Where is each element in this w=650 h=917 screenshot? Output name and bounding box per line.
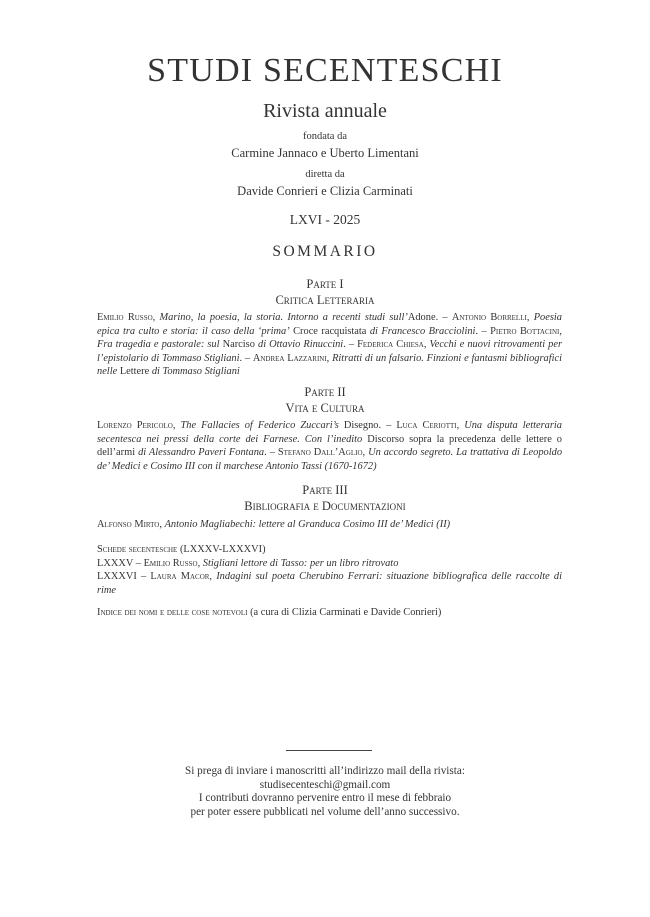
article-title-roman: Lettere (119, 366, 150, 378)
index-editors: (a cura di Clizia Carminati e Davide Conrieri) (250, 607, 442, 618)
founded-label: fondata da (302, 131, 348, 142)
scheda-number: LXXXVI – (97, 571, 147, 583)
author: Stefano Dall’Aglio, (277, 447, 366, 459)
part-1-contents (97, 311, 562, 379)
separator: . – (475, 325, 491, 337)
part-2-section: Vita e Cultura (285, 401, 365, 415)
article-title-roman: Croce racquistata (293, 325, 367, 337)
founders: Carmine Jannaco e Uberto Limentani (231, 146, 419, 160)
schede-range: (LXXXV-LXXXVI) (179, 544, 266, 555)
article-title-end: di Tommaso Stigliani (151, 366, 240, 378)
article-title-roman: Narciso (222, 339, 255, 351)
index-label: Indice dei nomi e delle cose notevoli (97, 607, 248, 618)
author: Emilio Russo, (97, 312, 156, 323)
index-entry (97, 606, 562, 620)
article-title: Indagini sul poeta Cherubino Ferrari: situazione bibliografica delle raccolte di rime (97, 571, 562, 596)
article-title: Un accordo segreto. La trattativa di Leopoldo de’ Medici e Cosimo III con il marchese Antonio Tassi (1670-1672) (97, 447, 563, 472)
separator: . – (264, 447, 278, 459)
footer-line-4: per poter essere pubblicati nel volume dell’anno successivo. (190, 805, 460, 818)
author: Emilio Russo, (143, 557, 201, 569)
part-3-article (97, 518, 562, 532)
author: Pietro Bottacini, (490, 325, 562, 337)
directed-label: diretta da (305, 169, 345, 180)
part-1-number: Parte I (306, 277, 344, 291)
article-title: Una disputa letteraria secentesca nei pressi della corte dei Farnese. Con l’inedito (97, 420, 562, 445)
directors: Davide Conrieri e Clizia Carminati (237, 184, 413, 198)
article-title: Antonio Magliabechi: lettere al Granduca Cosimo III de’ Medici (II) (164, 519, 451, 530)
author: Andrea Lazzarini, (252, 352, 330, 364)
part-2-number: Parte II (304, 385, 346, 399)
part-3-heading (0, 482, 650, 514)
article-title: Marino, la poesia, la storia. Intorno a recenti studi sull’ (159, 312, 408, 323)
author: Federica Chiesa, (357, 339, 427, 351)
separator: . – (378, 420, 397, 431)
article-title: The Fallacies of Federico Zuccari’s (180, 420, 339, 431)
author: Alfonso Mirto, (97, 519, 162, 530)
part-3-number: Parte III (302, 483, 348, 497)
schede-block (97, 543, 562, 597)
part-1-section: Critica Letteraria (275, 293, 375, 307)
contents-heading: SOMMARIO (272, 243, 378, 260)
article-title: Fra tragedia e pastorale: sul (97, 339, 220, 351)
schede-label: Schede secentesche (97, 544, 178, 555)
article-title-end: di Ottavio Rinuccini (258, 339, 344, 351)
separator: . – (239, 352, 253, 364)
scheda-item (97, 570, 562, 597)
part-3-section: Bibliografia e Documentazioni (244, 499, 406, 513)
article-title: Stigliani lettore di Tasso: per un libro ritrovato (202, 557, 399, 569)
article-title-roman: Disegno (343, 420, 379, 431)
article-title-end: di Alessandro Paveri Fontana (138, 447, 265, 459)
submission-note (0, 765, 650, 819)
contact-email[interactable]: studisecenteschi@gmail.com (259, 778, 391, 791)
author: Luca Ceriotti, (396, 420, 460, 431)
footer-line-3: I contributi dovranno pervenire entro il mese di febbraio (198, 792, 452, 805)
article-title: Vecchi e nuovi ritrovamenti per l’epistolario di Tommaso Stigliani (97, 339, 562, 364)
footer-line-1: Si prega di inviare i manoscritti all’indirizzo mail della rivista: (185, 765, 465, 777)
article-title: Poesia epica tra culto e storia: il caso della ‘prima’ (97, 312, 562, 337)
divider (286, 750, 372, 751)
part-2-contents (97, 419, 562, 473)
scheda-number: LXXXV – (97, 557, 141, 569)
author: Laura Macor, (150, 571, 213, 583)
author: Lorenzo Pericolo, (97, 420, 176, 431)
part-2-heading (0, 384, 650, 416)
article-title-roman: Adone (407, 312, 436, 323)
separator: . – (343, 339, 358, 351)
article-title: Ritratti di un falsario. Finzioni e fantasmi bibliografici nelle (97, 352, 562, 378)
journal-title: STUDI SECENTESCHI (147, 52, 503, 89)
article-title-roman: Discorso sopra la precedenza delle lettere o dell’armi (97, 433, 562, 459)
volume-year: LXVI - 2025 (289, 212, 361, 227)
article-title-end: di Francesco Bracciolini (369, 325, 476, 337)
separator: . – (435, 312, 452, 323)
scheda-item (97, 557, 562, 571)
schede-heading (97, 543, 562, 557)
part-1-heading (0, 276, 650, 308)
author: Antonio Borrelli, (451, 312, 530, 323)
journal-subtitle: Rivista annuale (263, 100, 387, 122)
